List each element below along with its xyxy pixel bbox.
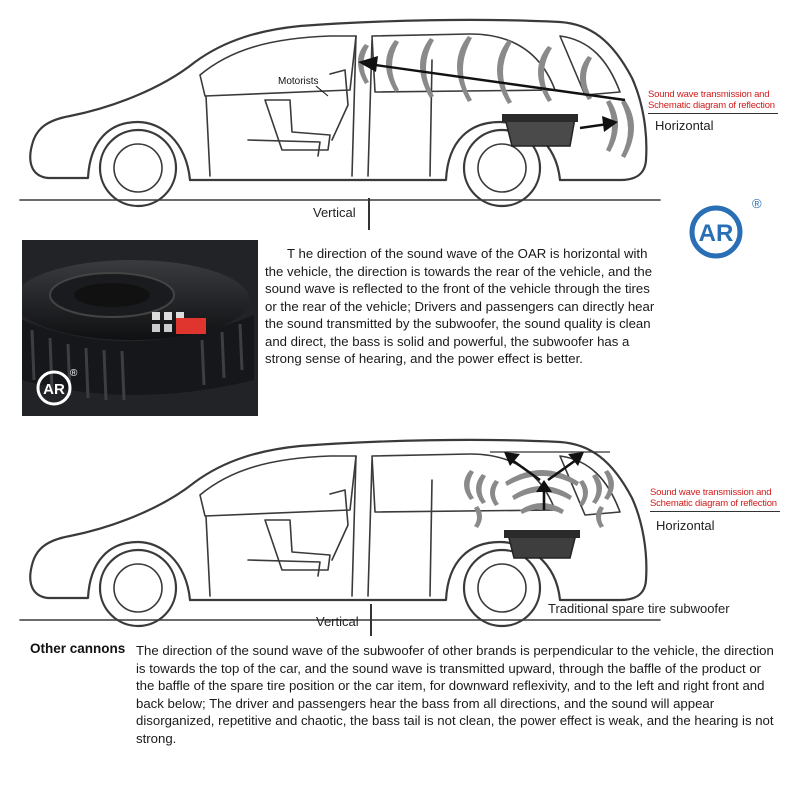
registered-mark: ® xyxy=(752,196,762,211)
horizontal-label: Horizontal xyxy=(655,118,714,133)
vertical-label-2: Vertical xyxy=(316,614,359,629)
motorists-label: Motorists xyxy=(278,76,319,87)
vertical-marker-2 xyxy=(370,604,372,636)
vertical-label: Vertical xyxy=(313,205,356,220)
other-cannons-heading: Other cannons xyxy=(30,641,126,656)
note-underline xyxy=(648,113,778,114)
brand-logo xyxy=(688,205,754,259)
photo-registered-mark: ® xyxy=(70,368,78,379)
sound-wave-note2-line2: Schematic diagram of reflection xyxy=(650,498,777,509)
vertical-marker xyxy=(368,198,370,230)
subwoofer-caption: Traditional spare tire subwoofer xyxy=(548,601,730,616)
ar-logo-icon xyxy=(688,205,754,259)
svg-text:AR: AR xyxy=(43,381,65,398)
svg-text:AR: AR xyxy=(698,220,734,247)
subwoofer-product-photo xyxy=(22,240,258,416)
horizontal-label-2: Horizontal xyxy=(656,518,715,533)
other-brands-description: The direction of the sound wave of the subwoofer of other brands is perpendicular to the vehicle, the direction is towards the top of the car, and the sound wave is transmitted upward, through the baffle of the product or the baffle of the spare tire position or the car item, for downward reflexivity, and to the left and right front and back below; The driver and passengers hear the bass from all directions, and the sound will appear disorganized, repetitive and chaotic, the bass tail is not clean, the power effect is weak, and the hearing is not strong. xyxy=(136,643,774,746)
note2-underline xyxy=(650,511,780,512)
sound-wave-note-line1: Sound wave transmission and xyxy=(648,89,770,100)
sound-wave-note-line2: Schematic diagram of reflection xyxy=(648,100,775,111)
oar-description: T he direction of the sound wave of the OAR is horizontal with the vehicle, the direction is towards the rear of the vehicle, and the sound wave is reflected to the front of the vehicle through the tires or the rear of the vehicle; Drivers and passengers can directly hear the sound transmitted by the subwoofer, the sound quality is clean and direct, the bass is solid and powerful, the subwoofer has a strong sense of hearing, and the power effect is better. xyxy=(265,246,655,366)
sound-wave-note2-line1: Sound wave transmission and xyxy=(650,487,772,498)
